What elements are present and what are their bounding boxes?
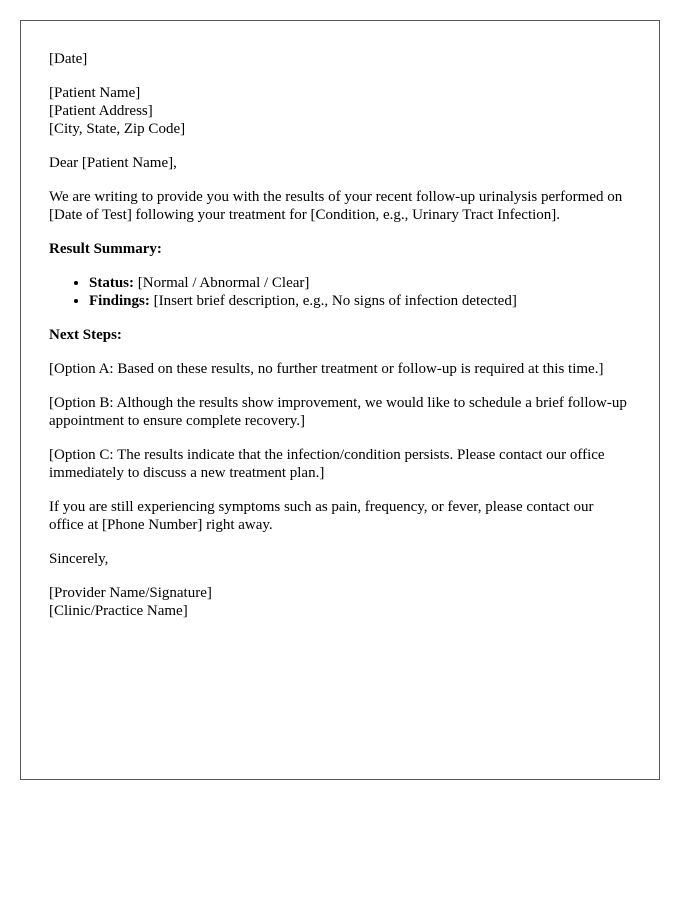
next-steps-option-b: [Option B: Although the results show improvement, we would like to schedule a brief follow-up appointment to ensure complete recovery.] xyxy=(49,395,627,429)
next-steps-option-c: [Option C: The results indicate that the infection/condition persists. Please contact our office immediately to discuss a new treatment plan.] xyxy=(49,447,605,481)
recipient-name: [Patient Name] xyxy=(49,85,141,101)
symptoms-note: If you are still experiencing symptoms such as pain, frequency, or fever, please contact our office at [Phone Number] right away. xyxy=(49,499,594,533)
provider-signature: [Provider Name/Signature] xyxy=(49,585,212,601)
clinic-name: [Clinic/Practice Name] xyxy=(49,603,188,619)
recipient-address-block xyxy=(49,84,631,138)
result-findings-item xyxy=(89,292,631,310)
result-summary-heading: Result Summary: xyxy=(49,241,162,257)
salutation: Dear [Patient Name], xyxy=(49,155,177,171)
letter-page xyxy=(20,20,660,780)
result-findings-value: [Insert brief description, e.g., No signs of infection detected] xyxy=(149,293,517,309)
result-status-label: Status: xyxy=(89,275,135,291)
result-status-value: [Normal / Abnormal / Clear] xyxy=(134,275,310,291)
next-steps-heading: Next Steps: xyxy=(49,327,122,343)
next-steps-option-a: [Option A: Based on these results, no further treatment or follow-up is required at this time.] xyxy=(49,361,604,377)
signature-block xyxy=(49,584,631,620)
result-status-item xyxy=(89,274,631,292)
letter-date: [Date] xyxy=(49,51,88,67)
result-summary-list xyxy=(49,274,631,310)
result-findings-label: Findings: xyxy=(89,293,150,309)
intro-paragraph: We are writing to provide you with the results of your recent follow-up urinalysis performed on [Date of Test] following your treatment for [Condition, e.g., Urinary Tract Infection]. xyxy=(49,189,623,223)
recipient-city-state-zip: [City, State, Zip Code] xyxy=(49,121,186,137)
recipient-address: [Patient Address] xyxy=(49,103,153,119)
closing: Sincerely, xyxy=(49,551,109,567)
